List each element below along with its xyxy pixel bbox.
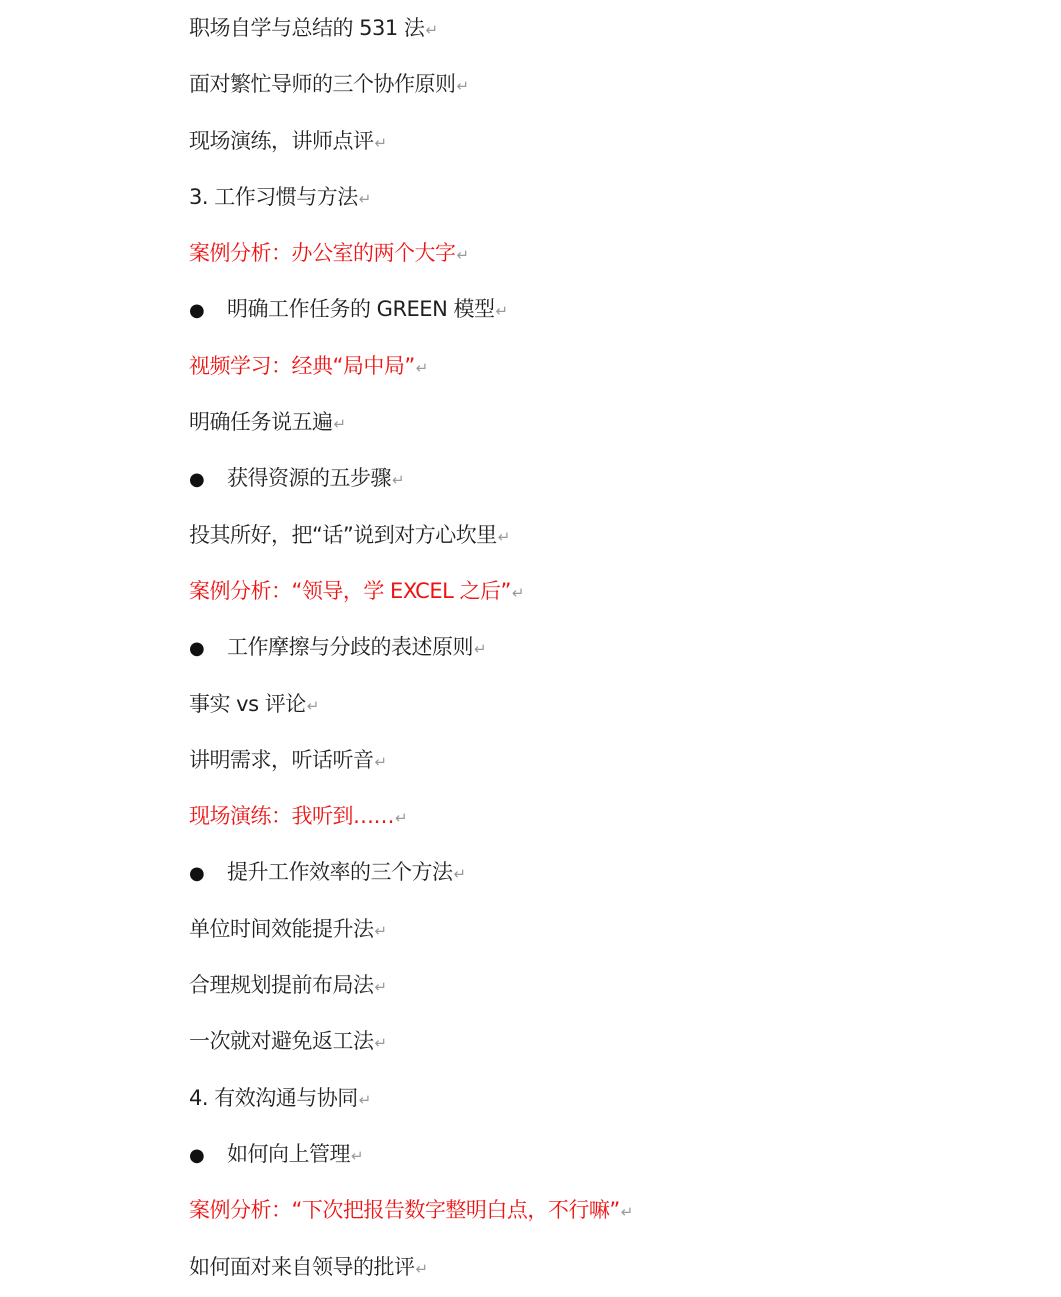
text-line: [189, 676, 1049, 732]
bullet-icon: ●: [189, 300, 205, 322]
text-line: [189, 113, 1049, 169]
line-text: 一次就对避免返工法: [189, 1029, 374, 1054]
line-text: 案例分析：办公室的两个大字: [189, 241, 456, 266]
line-text: 案例分析：“下次把报告数字整明白点，不行嘛”: [189, 1198, 620, 1223]
bullet-item: [189, 1126, 1049, 1182]
document-body: [189, 0, 1049, 1295]
line-text: 现场演练，讲师点评: [189, 128, 374, 153]
line-text: 投其所好，把“话”说到对方心坎里: [189, 522, 497, 547]
paragraph-mark-icon: ↵: [374, 752, 387, 771]
paragraph-mark-icon: ↵: [620, 1203, 633, 1222]
line-text: 面对繁忙导师的三个协作原则: [189, 72, 456, 97]
bullet-icon: ●: [189, 469, 205, 491]
paragraph-mark-icon: ↵: [392, 471, 405, 490]
text-line: [189, 225, 1049, 281]
paragraph-mark-icon: ↵: [374, 921, 387, 940]
text-line: [189, 563, 1049, 619]
paragraph-mark-icon: ↵: [374, 1034, 387, 1053]
paragraph-mark-icon: ↵: [395, 809, 408, 828]
paragraph-mark-icon: ↵: [453, 865, 466, 884]
paragraph-mark-icon: ↵: [474, 640, 487, 659]
bullet-item: [189, 450, 1049, 506]
paragraph-mark-icon: ↵: [415, 358, 428, 377]
line-text: 如何面对来自领导的批评: [189, 1254, 415, 1279]
paragraph-mark-icon: ↵: [425, 21, 438, 39]
paragraph-mark-icon: ↵: [374, 133, 387, 152]
text-line: [189, 169, 1049, 225]
paragraph-mark-icon: ↵: [456, 246, 469, 265]
text-line: [189, 1182, 1049, 1238]
text-line: [189, 788, 1049, 844]
line-text: 获得资源的五步骤: [227, 466, 391, 491]
text-line: [189, 394, 1049, 450]
line-text: 现场演练：我听到……: [189, 804, 394, 829]
bullet-icon: ●: [189, 1144, 205, 1166]
text-line: [189, 1239, 1049, 1295]
line-text: 职场自学与总结的 531 法: [189, 16, 425, 40]
line-text: 案例分析：“领导，学 EXCEL 之后”: [189, 578, 511, 603]
paragraph-mark-icon: ↵: [351, 1146, 364, 1165]
text-line: [189, 338, 1049, 394]
bullet-item: [189, 619, 1049, 675]
line-text: 合理规划提前布局法: [189, 973, 374, 998]
paragraph-mark-icon: ↵: [306, 696, 319, 715]
bullet-item: [189, 844, 1049, 900]
line-text: 4. 有效沟通与协同: [189, 1085, 358, 1110]
text-line: [189, 0, 1049, 56]
line-text: 提升工作效率的三个方法: [227, 860, 453, 885]
bullet-item: [189, 281, 1049, 337]
line-text: 明确工作任务的 GREEN 模型: [227, 297, 495, 322]
line-text: 工作摩擦与分歧的表述原则: [227, 635, 473, 660]
text-line: [189, 507, 1049, 563]
line-text: 3. 工作习惯与方法: [189, 184, 358, 209]
line-text: 如何向上管理: [227, 1141, 350, 1166]
text-line: [189, 1013, 1049, 1069]
paragraph-mark-icon: ↵: [497, 527, 510, 546]
line-text: 讲明需求，听话听音: [189, 747, 374, 772]
text-line: [189, 56, 1049, 112]
text-line: [189, 901, 1049, 957]
paragraph-mark-icon: ↵: [374, 978, 387, 997]
bullet-icon: ●: [189, 863, 205, 885]
paragraph-mark-icon: ↵: [415, 1259, 428, 1278]
paragraph-mark-icon: ↵: [358, 1090, 371, 1109]
text-line: [189, 957, 1049, 1013]
paragraph-mark-icon: ↵: [358, 189, 371, 208]
bullet-icon: ●: [189, 638, 205, 660]
line-text: 单位时间效能提升法: [189, 916, 374, 941]
line-text: 视频学习：经典“局中局”: [189, 353, 415, 378]
paragraph-mark-icon: ↵: [333, 415, 346, 434]
text-line: [189, 1070, 1049, 1126]
paragraph-mark-icon: ↵: [511, 583, 524, 602]
paragraph-mark-icon: ↵: [495, 302, 508, 321]
paragraph-mark-icon: ↵: [456, 77, 469, 96]
line-text: 明确任务说五遍: [189, 410, 333, 435]
text-line: [189, 732, 1049, 788]
line-text: 事实 vs 评论: [189, 691, 306, 716]
